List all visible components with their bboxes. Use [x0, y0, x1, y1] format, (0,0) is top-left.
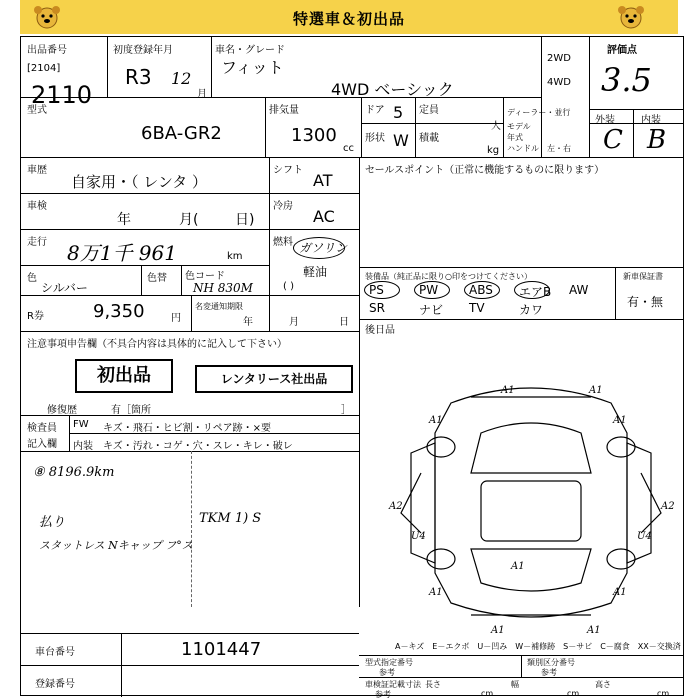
- plate-label: 登録番号: [35, 679, 75, 690]
- category-number-label: 類別区分番号: [527, 658, 575, 667]
- chassis-value: 1101447: [181, 639, 262, 660]
- inspection-day: 日): [235, 212, 255, 228]
- mileage-value: 8万1千 961: [67, 241, 177, 265]
- mark-a1-left-front: A1: [429, 415, 443, 426]
- interior-label: 内装: [641, 115, 661, 126]
- mark-a1-right-rear: A1: [613, 587, 627, 598]
- interior-grade: B: [647, 125, 667, 155]
- interior-check-label: 内装: [73, 441, 93, 452]
- history-value: 自家用・（ レンタ ）: [71, 173, 208, 191]
- load-label: 積載: [419, 133, 439, 144]
- equipment-item: ABS: [469, 283, 493, 297]
- mark-u4-right: U4: [637, 531, 652, 542]
- sales-point-label: セールスポイント（正常に機能するものに限ります）: [365, 165, 605, 176]
- mark-a1-rear-2: A1: [587, 625, 601, 636]
- mark-a2-right: A2: [661, 501, 675, 512]
- equipment-item: PW: [419, 283, 439, 297]
- registration-month: 12: [171, 69, 192, 88]
- dealer-year-label: 年式: [507, 133, 523, 142]
- width-unit: cm: [567, 689, 580, 698]
- handwritten-note-3: TKM 1) S: [199, 511, 262, 526]
- handle-label: ハンドル: [507, 144, 539, 153]
- transfer-month: 月: [289, 317, 299, 328]
- fw-label: FW: [73, 419, 89, 430]
- displacement-value: 1300: [291, 125, 337, 146]
- color-code: NH 830M: [193, 281, 253, 295]
- notes-label: 注意事項申告欄（不具合内容は具体的に記入して下さい）: [27, 339, 287, 350]
- doors-value: 5: [393, 103, 404, 122]
- inspection-year: 年: [117, 212, 131, 228]
- header-title: 特選車＆初出品: [292, 10, 405, 28]
- equipment-item: カワ: [519, 303, 544, 317]
- history-label: 車歴: [27, 165, 47, 176]
- aircon-label: 冷房: [273, 201, 293, 212]
- mark-a1-rear-center: A1: [511, 561, 525, 572]
- length-unit: cm: [481, 689, 494, 698]
- lot-label: 出品番号: [27, 45, 67, 56]
- equipment-circle: [414, 281, 450, 299]
- displacement-unit: cc: [343, 143, 354, 154]
- equipment-circle: [514, 281, 550, 299]
- registration-era: R3: [125, 65, 152, 89]
- displacement-label: 排気量: [269, 105, 299, 116]
- equipment-item: PS: [369, 283, 384, 297]
- mark-a1-front-2: A1: [589, 385, 603, 396]
- mark-a1-front-1: A1: [501, 385, 515, 396]
- car-damage-diagram: [381, 363, 681, 639]
- equipment-label: 装備品（純正品に限り○印をつけてください）: [365, 272, 532, 281]
- shape-value: W: [393, 131, 409, 150]
- fuel-label: 燃料: [273, 237, 293, 248]
- mileage-label: 走行: [27, 237, 47, 248]
- model-value: 6BA-GR2: [141, 123, 222, 144]
- warranty-value: 有・無: [627, 295, 664, 309]
- type-number-label: 型式指定番号: [365, 658, 413, 667]
- rear-seat-label: 後日品: [365, 325, 395, 336]
- car-name-label: 車名・グレード: [215, 45, 285, 56]
- lot-sub: [2104]: [27, 63, 61, 74]
- handwritten-note-1: ⑧ 8196.9km: [33, 465, 115, 480]
- category-ref: 参考: [541, 668, 557, 677]
- mileage-unit: km: [227, 251, 243, 262]
- drive-2wd: 2WD: [547, 53, 571, 64]
- warranty-label: 新車保証書: [623, 272, 663, 281]
- color-change-label: 色替: [147, 273, 167, 284]
- registration-label: 初度登録年月: [113, 45, 173, 56]
- doors-label: ドア: [365, 105, 385, 116]
- fw-items: キズ・飛石・ヒビ割・リペア跡・×要: [103, 423, 271, 434]
- exterior-label: 外装: [595, 115, 615, 126]
- interior-check-items: キズ・汚れ・コゲ・穴・スレ・キレ・破レ: [103, 441, 293, 452]
- inspection-month: 月(: [179, 212, 199, 228]
- handwritten-note-2: 払り: [39, 515, 66, 530]
- mark-u4-left: U4: [411, 531, 426, 542]
- shift-value: AT: [313, 171, 333, 190]
- size-ref: 参考: [375, 690, 391, 699]
- model-label: 型式: [27, 105, 47, 116]
- transfer-year: 年: [243, 317, 253, 328]
- score-value: 3.5: [601, 61, 652, 99]
- type-ref: 参考: [379, 668, 395, 677]
- load-unit: kg: [487, 145, 500, 156]
- registration-month-unit: 月: [197, 89, 207, 100]
- inspector-label-2: 記入欄: [27, 439, 57, 450]
- capacity-label: 定員: [419, 105, 439, 116]
- length-label: 長さ: [425, 680, 441, 689]
- transfer-day: 日: [339, 317, 349, 328]
- dog-mascot-icon: [32, 4, 62, 30]
- handle-options: 左・右: [547, 144, 571, 153]
- width-label: 幅: [511, 680, 519, 689]
- car-grade: 4WD ベーシック: [331, 80, 454, 99]
- car-name: フィット: [221, 58, 284, 77]
- equipment-circle: [364, 281, 400, 299]
- height-unit: cm: [657, 689, 670, 698]
- mark-a2-left: A2: [389, 501, 403, 512]
- shift-label: シフト: [273, 165, 303, 176]
- equipment-item: AW: [569, 283, 589, 297]
- repair-close: ］: [341, 405, 351, 416]
- size-label: 車検証記載寸法: [365, 680, 421, 689]
- fuel-value: ガソリン: [299, 241, 348, 255]
- equipment-item: SR: [369, 301, 385, 315]
- drive-4wd: 4WD: [547, 77, 571, 88]
- fuel-option2: 軽油: [303, 265, 328, 279]
- inspection-label: 車検: [27, 201, 47, 212]
- exterior-grade: C: [603, 125, 623, 155]
- chassis-label: 車台番号: [35, 647, 75, 658]
- capacity-unit: 人: [491, 121, 501, 132]
- auction-sheet: [20, 36, 684, 699]
- recycle-value: 9,350: [93, 301, 145, 322]
- equipment-circle: [464, 281, 500, 299]
- height-label: 高さ: [595, 680, 611, 689]
- fuel-paren: ( ): [283, 281, 294, 292]
- recycle-unit: 円: [171, 313, 181, 324]
- dog-mascot-icon: [616, 4, 646, 30]
- shape-label: 形状: [365, 133, 385, 144]
- dealer-label: ディーラー・並行: [507, 108, 571, 117]
- repair-label: 修復歴: [47, 405, 77, 416]
- rental-lease-stamp: レンタリース社出品: [195, 365, 353, 393]
- mark-a1-right-front: A1: [613, 415, 627, 426]
- mark-a1-rear-1: A1: [491, 625, 505, 636]
- color-code-label: 色コード: [185, 271, 225, 282]
- aircon-value: AC: [313, 207, 335, 226]
- equipment-item: ナビ: [419, 303, 444, 317]
- mark-a1-left-rear: A1: [429, 587, 443, 598]
- inspector-label-1: 検査員: [27, 423, 57, 434]
- handwritten-note-4: スタットレス Nキャップ フ°ス: [39, 539, 193, 552]
- first-listing-stamp: 初出品: [75, 359, 173, 393]
- header-bar: [20, 0, 678, 34]
- dealer-model-label: モデル: [507, 122, 531, 131]
- equipment-item: エアB: [519, 285, 552, 299]
- score-label: 評価点: [607, 45, 637, 56]
- equipment-grid: [361, 281, 615, 319]
- repair-value: 有［箇所: [111, 405, 151, 416]
- damage-legend: A－キズ E－エクボ U－凹み W－補修跡 S－サビ C－腐食 XX－交換済: [395, 642, 681, 651]
- recycle-label: R券: [27, 311, 44, 322]
- lot-number: 2110: [31, 81, 93, 109]
- color-value: シルバー: [41, 281, 88, 295]
- color-label: 色: [27, 273, 37, 284]
- equipment-item: TV: [469, 301, 485, 315]
- transfer-label: 名変通知期限: [195, 302, 243, 311]
